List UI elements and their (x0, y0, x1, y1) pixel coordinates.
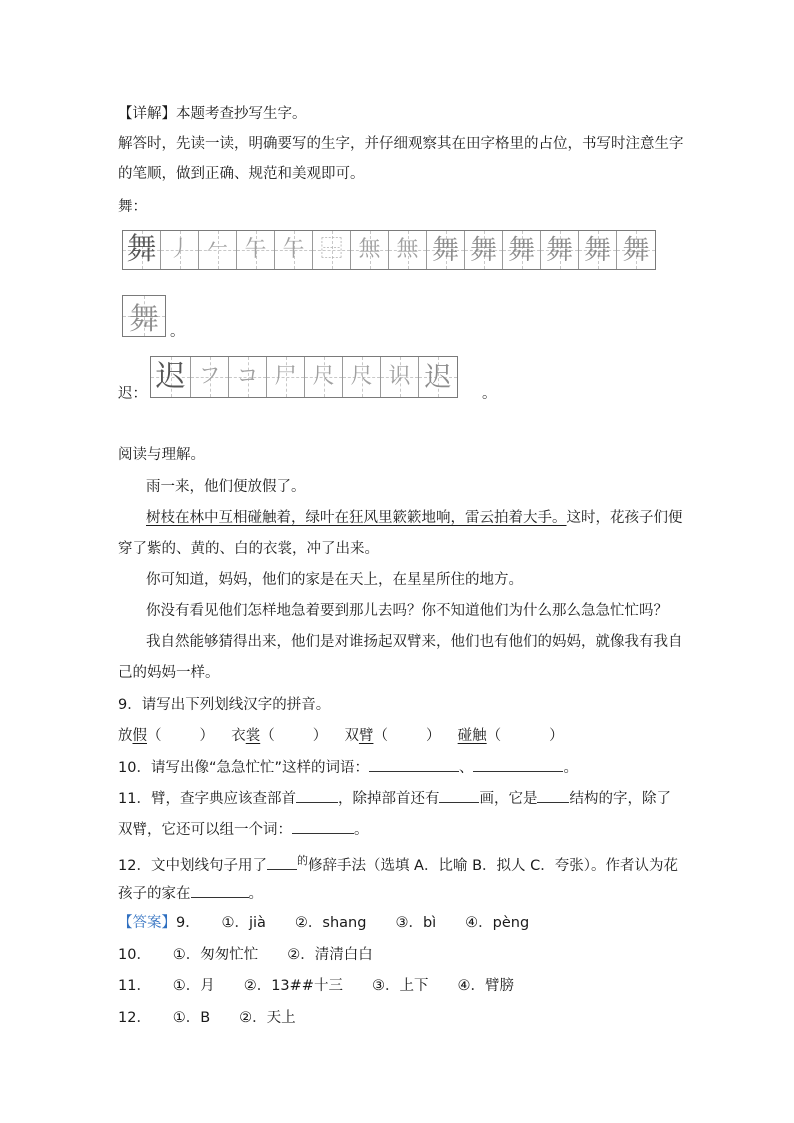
q11-blank-3[interactable] (537, 788, 569, 803)
q11-blank-4[interactable] (292, 819, 354, 834)
detail-line-2: 解答时，先读一读，明确要写的生字，并仔细观察其在田字格里的占位，书写时注意生字 (118, 136, 684, 152)
underlined-sentence: 树枝在林中互相碰触着，绿叶在狂风里簌簌地响，雷云拍着大手。 (146, 510, 567, 526)
question-11: 11．臂，查字典应该查部首 ，除掉部首还有 画，它是 结构的字，除了 (118, 788, 671, 809)
q9-item: 双臂（ ） (344, 728, 441, 744)
reading-p4: 你没有看见他们怎样地急着要到那儿去吗？你不知道他们为什么那么急急忙忙吗？ (146, 603, 668, 619)
wu-label: 舞： (118, 199, 147, 215)
reading-p5-line2: 己的妈妈一样。 (118, 665, 220, 681)
chi-main-cell: 迟 (151, 357, 191, 397)
answer-9: 【答案】9． ①．jià ②．shang ③．bì ④．pèng (118, 915, 530, 931)
answer-11: 11． ①．月 ②．13##十三 ③．上下 ④．臂膀 (118, 978, 514, 994)
chi-step-cell: 尸 (267, 357, 305, 397)
wu-stroke-grid (122, 230, 656, 270)
wu-step-cell: 舞 (465, 231, 503, 269)
chi-step-cell: フ (191, 357, 229, 397)
chi-stroke-grid (150, 356, 458, 398)
q9-item: 放假（ ） (118, 728, 214, 744)
wu-final-cell: 舞 (122, 295, 166, 337)
q11-blank-1[interactable] (296, 788, 338, 803)
answer-tag: 【答案】 (118, 915, 176, 931)
q12-blank-2[interactable] (191, 883, 249, 898)
q10-blank-1[interactable] (369, 757, 459, 772)
wu-step-cell: 午 (275, 231, 313, 269)
detail-text-1: 本题考查抄写生字。 (176, 106, 307, 122)
chi-step-cell: 尺 (343, 357, 381, 397)
wu-step-cell: 𠂉 (199, 231, 237, 269)
wu-step-cell: 舞 (503, 231, 541, 269)
answer-10: 10． ①．匆匆忙忙 ②．清清白白 (118, 947, 373, 963)
question-10: 10．请写出像“急急忙忙”这样的词语： 、 。 (118, 757, 578, 778)
reading-p2-line2: 穿了紫的、黄的、白的衣裳，冲了出来。 (118, 541, 379, 557)
reading-p5: 我自然能够猜得出来，他们是对谁扬起双臂来，他们也有他们的妈妈，就像我有我自 (146, 634, 683, 650)
wu-step-cell: ⿱ (313, 231, 351, 269)
question-9: 9．请写出下列划线汉字的拼音。 (118, 697, 331, 713)
question-9-items (118, 726, 564, 746)
wu-step-cell: 午 (237, 231, 275, 269)
q11-blank-2[interactable] (439, 788, 479, 803)
wu-step-cell: 無 (351, 231, 389, 269)
q12-blank-1[interactable] (267, 855, 297, 870)
reading-heading: 阅读与理解。 (118, 447, 205, 463)
chi-label: 迟： (118, 386, 147, 402)
detail-line-3: 的笔顺，做到正确、规范和美观即可。 (118, 166, 365, 182)
chi-end: 。 (482, 386, 497, 402)
wu-step-cell: 舞 (579, 231, 617, 269)
question-11-line2: 双臂，它还可以组一个词： 。 (118, 819, 369, 840)
question-12: 12．文中划线句子用了 $^的$修辞手法（选填 A．比喻 B．拟人 C．夸张）。作者认为花 (118, 854, 679, 874)
detail-line-1 (118, 104, 307, 124)
q9-item: 衣裳（ ） (231, 728, 328, 744)
detail-tag: 【详解】 (118, 106, 176, 122)
chi-step-cell: 迟 (419, 357, 457, 397)
reading-p1: 雨一来，他们便放假了。 (146, 479, 306, 495)
wu-step-cell: 舞 (541, 231, 579, 269)
wu-step-cell: 舞 (617, 231, 655, 269)
wu-step-cell: 丿 (161, 231, 199, 269)
reading-p2: 树枝在林中互相碰触着，绿叶在狂风里簌簌地响，雷云拍着大手。这时，花孩子们便 (146, 510, 683, 526)
q10-blank-2[interactable] (473, 757, 563, 772)
wu-end: 。 (170, 324, 185, 340)
reading-p3: 你可知道，妈妈，他们的家是在天上，在星星所住的地方。 (146, 572, 523, 588)
wu-step-cell: 無 (389, 231, 427, 269)
answer-12: 12． ①．B ②．天上 (118, 1010, 296, 1026)
chi-step-cell: 尺 (305, 357, 343, 397)
wu-step-cell: 舞 (427, 231, 465, 269)
wu-main-cell: 舞 (123, 231, 161, 269)
chi-step-cell: コ (229, 357, 267, 397)
question-12-line2: 孩子的家在 。 (118, 883, 263, 904)
q9-item: 碰触（ ） (457, 728, 564, 744)
chi-step-cell: 识 (381, 357, 419, 397)
